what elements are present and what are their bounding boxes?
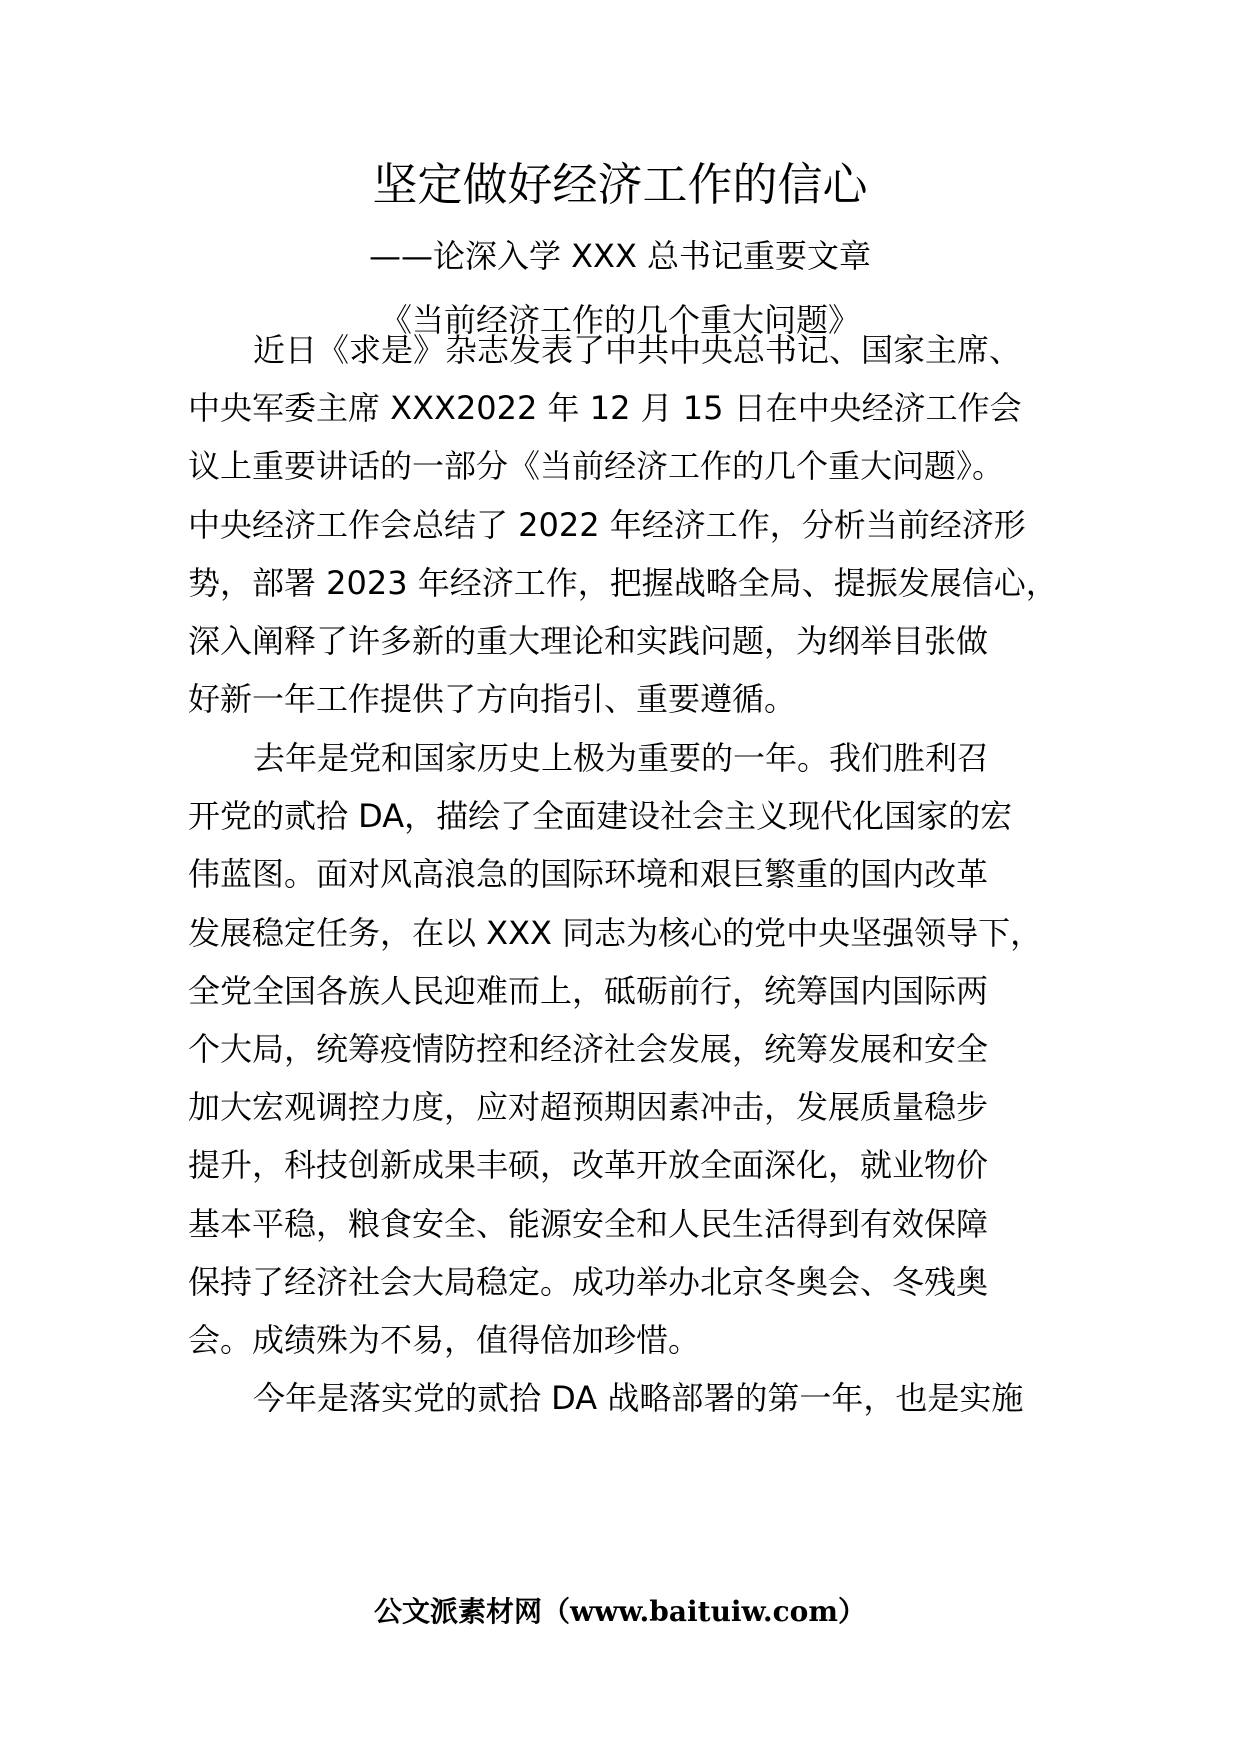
body-line-7: 好新一年工作提供了方向指引、重要遵循。 <box>188 680 797 718</box>
body-line-1: 近日《求是》杂志发表了中共中央总书记、国家主席、 <box>253 331 1022 369</box>
body-line-9: 开党的贰拾 DA，描绘了全面建设社会主义现代化国家的宏 <box>188 797 1013 835</box>
body-line-15: 提升，科技创新成果丰硕，改革开放全面深化，就业物价 <box>188 1146 989 1184</box>
body-line-5: 势，部署 2023 年经济工作，把握战略全局、提振发展信心， <box>188 564 1058 602</box>
footer-watermark: 公文派素材网（www.baituiw.com） <box>374 1595 866 1628</box>
body-line-11: 发展稳定任务，在以 XXX 同志为核心的党中央坚强领导下， <box>188 914 1043 952</box>
body-line-4: 中央经济工作会总结了 2022 年经济工作，分析当前经济形 <box>188 506 1026 544</box>
body-line-6: 深入阐释了许多新的重大理论和实践问题，为纲举目张做 <box>188 622 989 660</box>
body-line-2: 中央军委主席 XXX2022 年 12 月 15 日在中央经济工作会 <box>188 389 1022 427</box>
body-line-13: 个大局，统筹疫情防控和经济社会发展，统筹发展和安全 <box>188 1030 989 1068</box>
body-line-19: 今年是落实党的贰拾 DA 战略部署的第一年，也是实施 <box>253 1379 1024 1417</box>
body-line-16: 基本平稳，粮食安全、能源安全和人民生活得到有效保障 <box>188 1205 989 1243</box>
body-line-17: 保持了经济社会大局稳定。成功举办北京冬奥会、冬残奥 <box>188 1263 989 1301</box>
body-line-3: 议上重要讲话的一部分《当前经济工作的几个重大问题》。 <box>188 447 1005 485</box>
body-line-8: 去年是党和国家历史上极为重要的一年。我们胜利召 <box>253 739 990 777</box>
body-line-18: 会。成绩殊为不易，值得倍加珍惜。 <box>188 1321 701 1359</box>
document-subtitle-2: 《当前经济工作的几个重大问题》 <box>379 301 860 339</box>
document-subtitle-1: ——论深入学 XXX 总书记重要文章 <box>368 237 872 275</box>
body-line-10: 伟蓝图。面对风高浪急的国际环境和艰巨繁重的国内改革 <box>188 855 989 893</box>
document-title: 坚定做好经济工作的信心 <box>372 158 868 211</box>
body-line-14: 加大宏观调控力度，应对超预期因素冲击，发展质量稳步 <box>188 1088 989 1126</box>
body-line-12: 全党全国各族人民迎难而上，砥砺前行，统筹国内国际两 <box>188 972 989 1010</box>
